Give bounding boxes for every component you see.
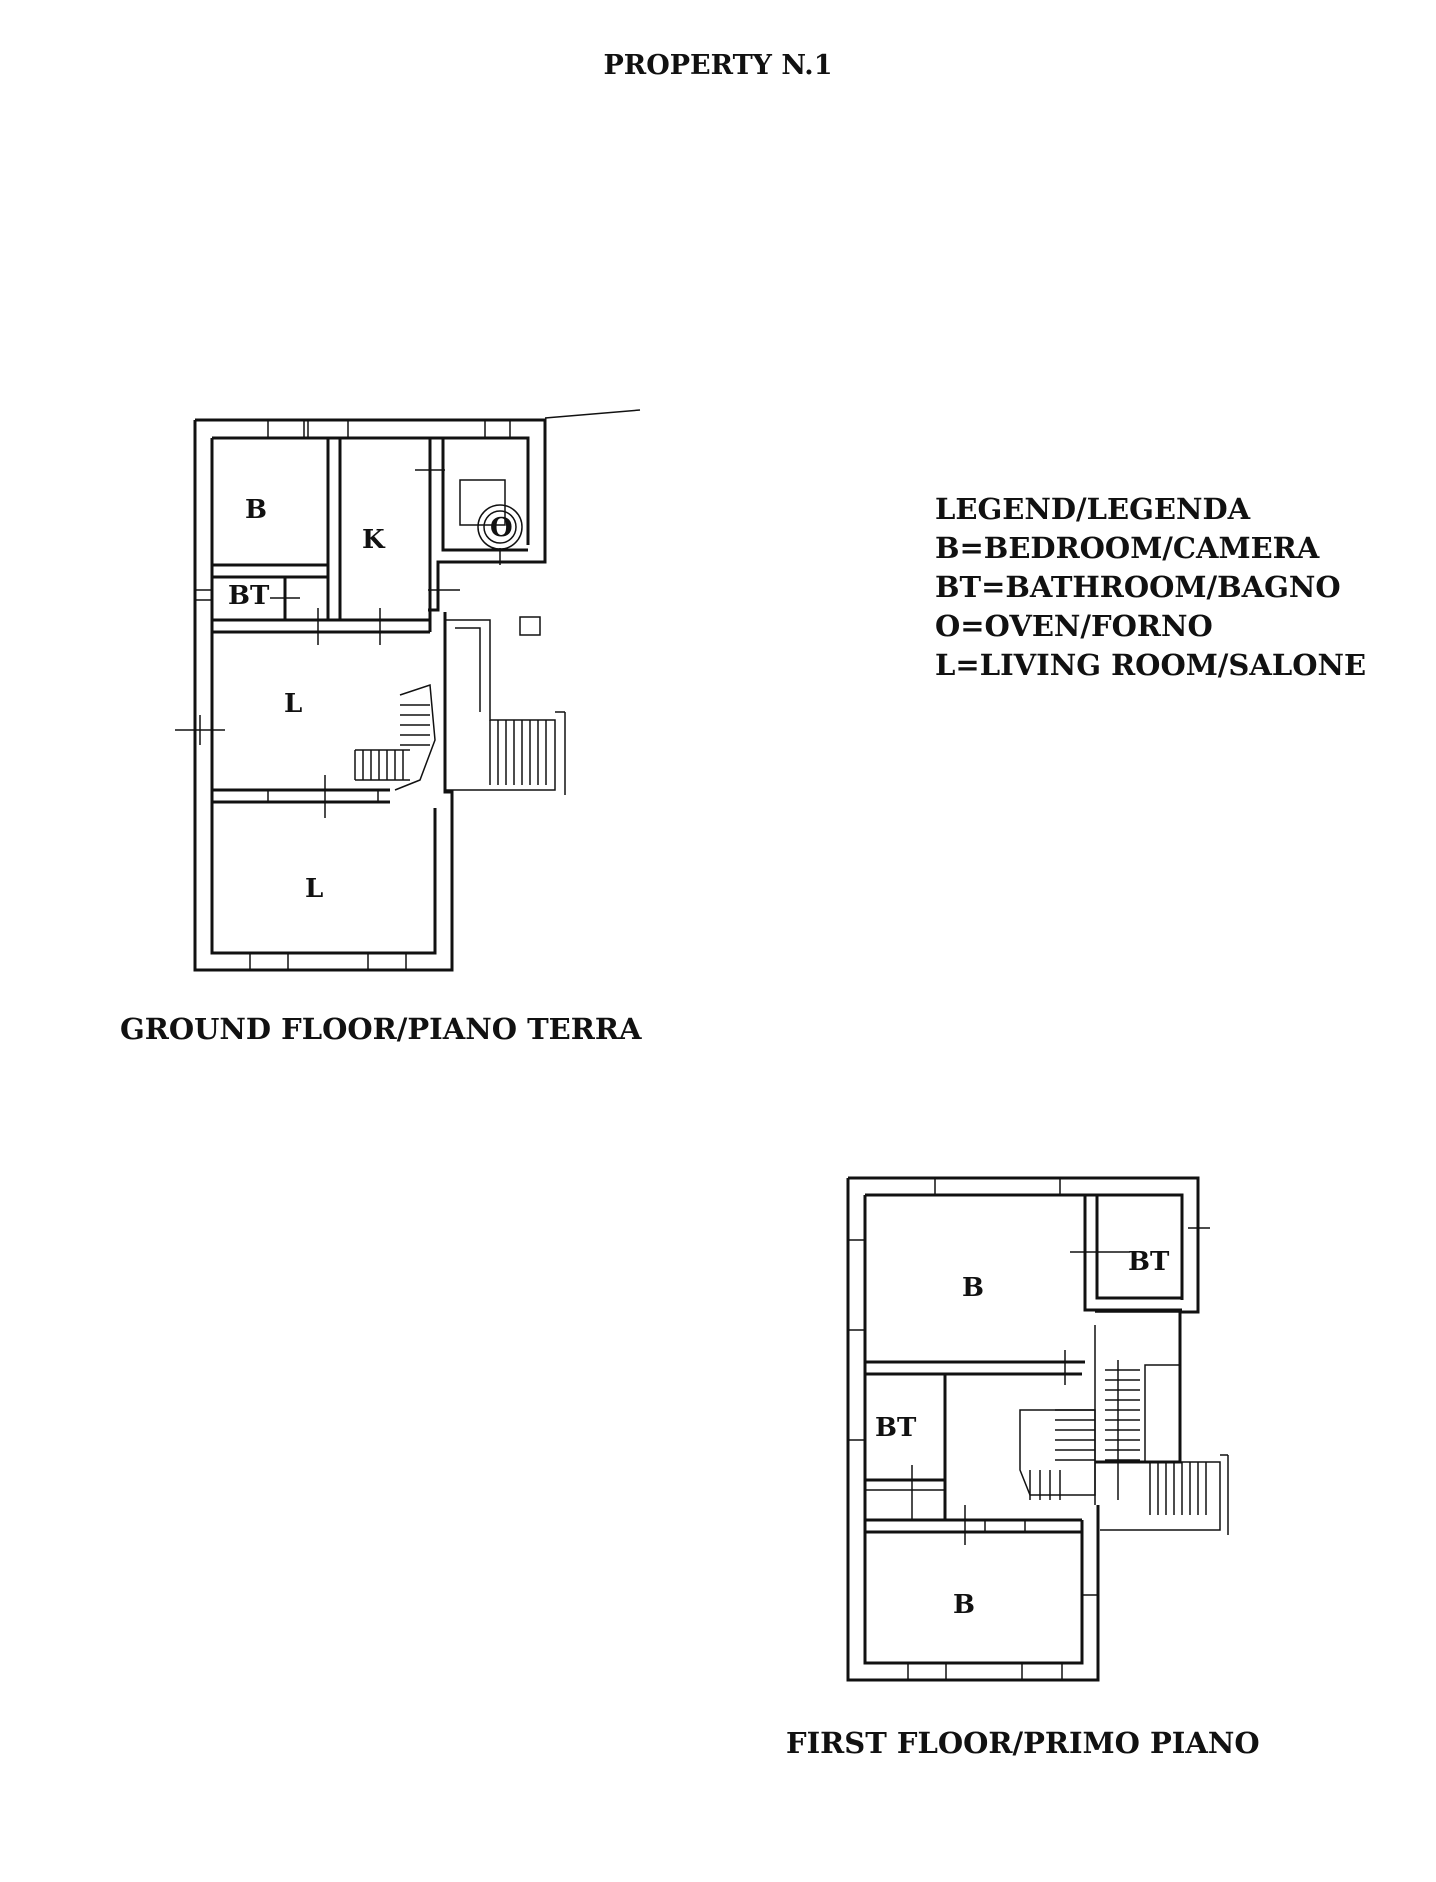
room-label-bedroom: B xyxy=(962,1273,984,1303)
legend-item-living-room: L=LIVING ROOM/SALONE xyxy=(935,648,1367,682)
legend-item-bedroom: B=BEDROOM/CAMERA xyxy=(935,531,1320,565)
room-label-bathroom: BT xyxy=(228,581,270,611)
room-label-living-2: L xyxy=(305,874,324,904)
ground-floor-caption: GROUND FLOOR/PIANO TERRA xyxy=(120,1012,642,1046)
room-label-kitchen: K xyxy=(362,525,385,555)
legend-item-oven: O=OVEN/FORNO xyxy=(935,609,1213,643)
legend-heading: LEGEND/LEGENDA xyxy=(935,492,1251,526)
room-label-bathroom: BT xyxy=(1128,1247,1170,1277)
page-title: PROPERTY N.1 xyxy=(603,50,833,81)
room-label-bedroom: B xyxy=(245,495,267,525)
room-label-bathroom-2: BT xyxy=(875,1413,917,1443)
room-label-living: L xyxy=(284,689,303,719)
ground-floor-plan xyxy=(175,410,640,970)
first-floor-plan xyxy=(848,1178,1228,1680)
legend-item-bathroom: BT=BATHROOM/BAGNO xyxy=(935,570,1341,604)
room-label-oven: O xyxy=(490,513,513,543)
first-floor-caption: FIRST FLOOR/PRIMO PIANO xyxy=(786,1726,1260,1760)
room-label-bedroom-2: B xyxy=(953,1590,975,1620)
